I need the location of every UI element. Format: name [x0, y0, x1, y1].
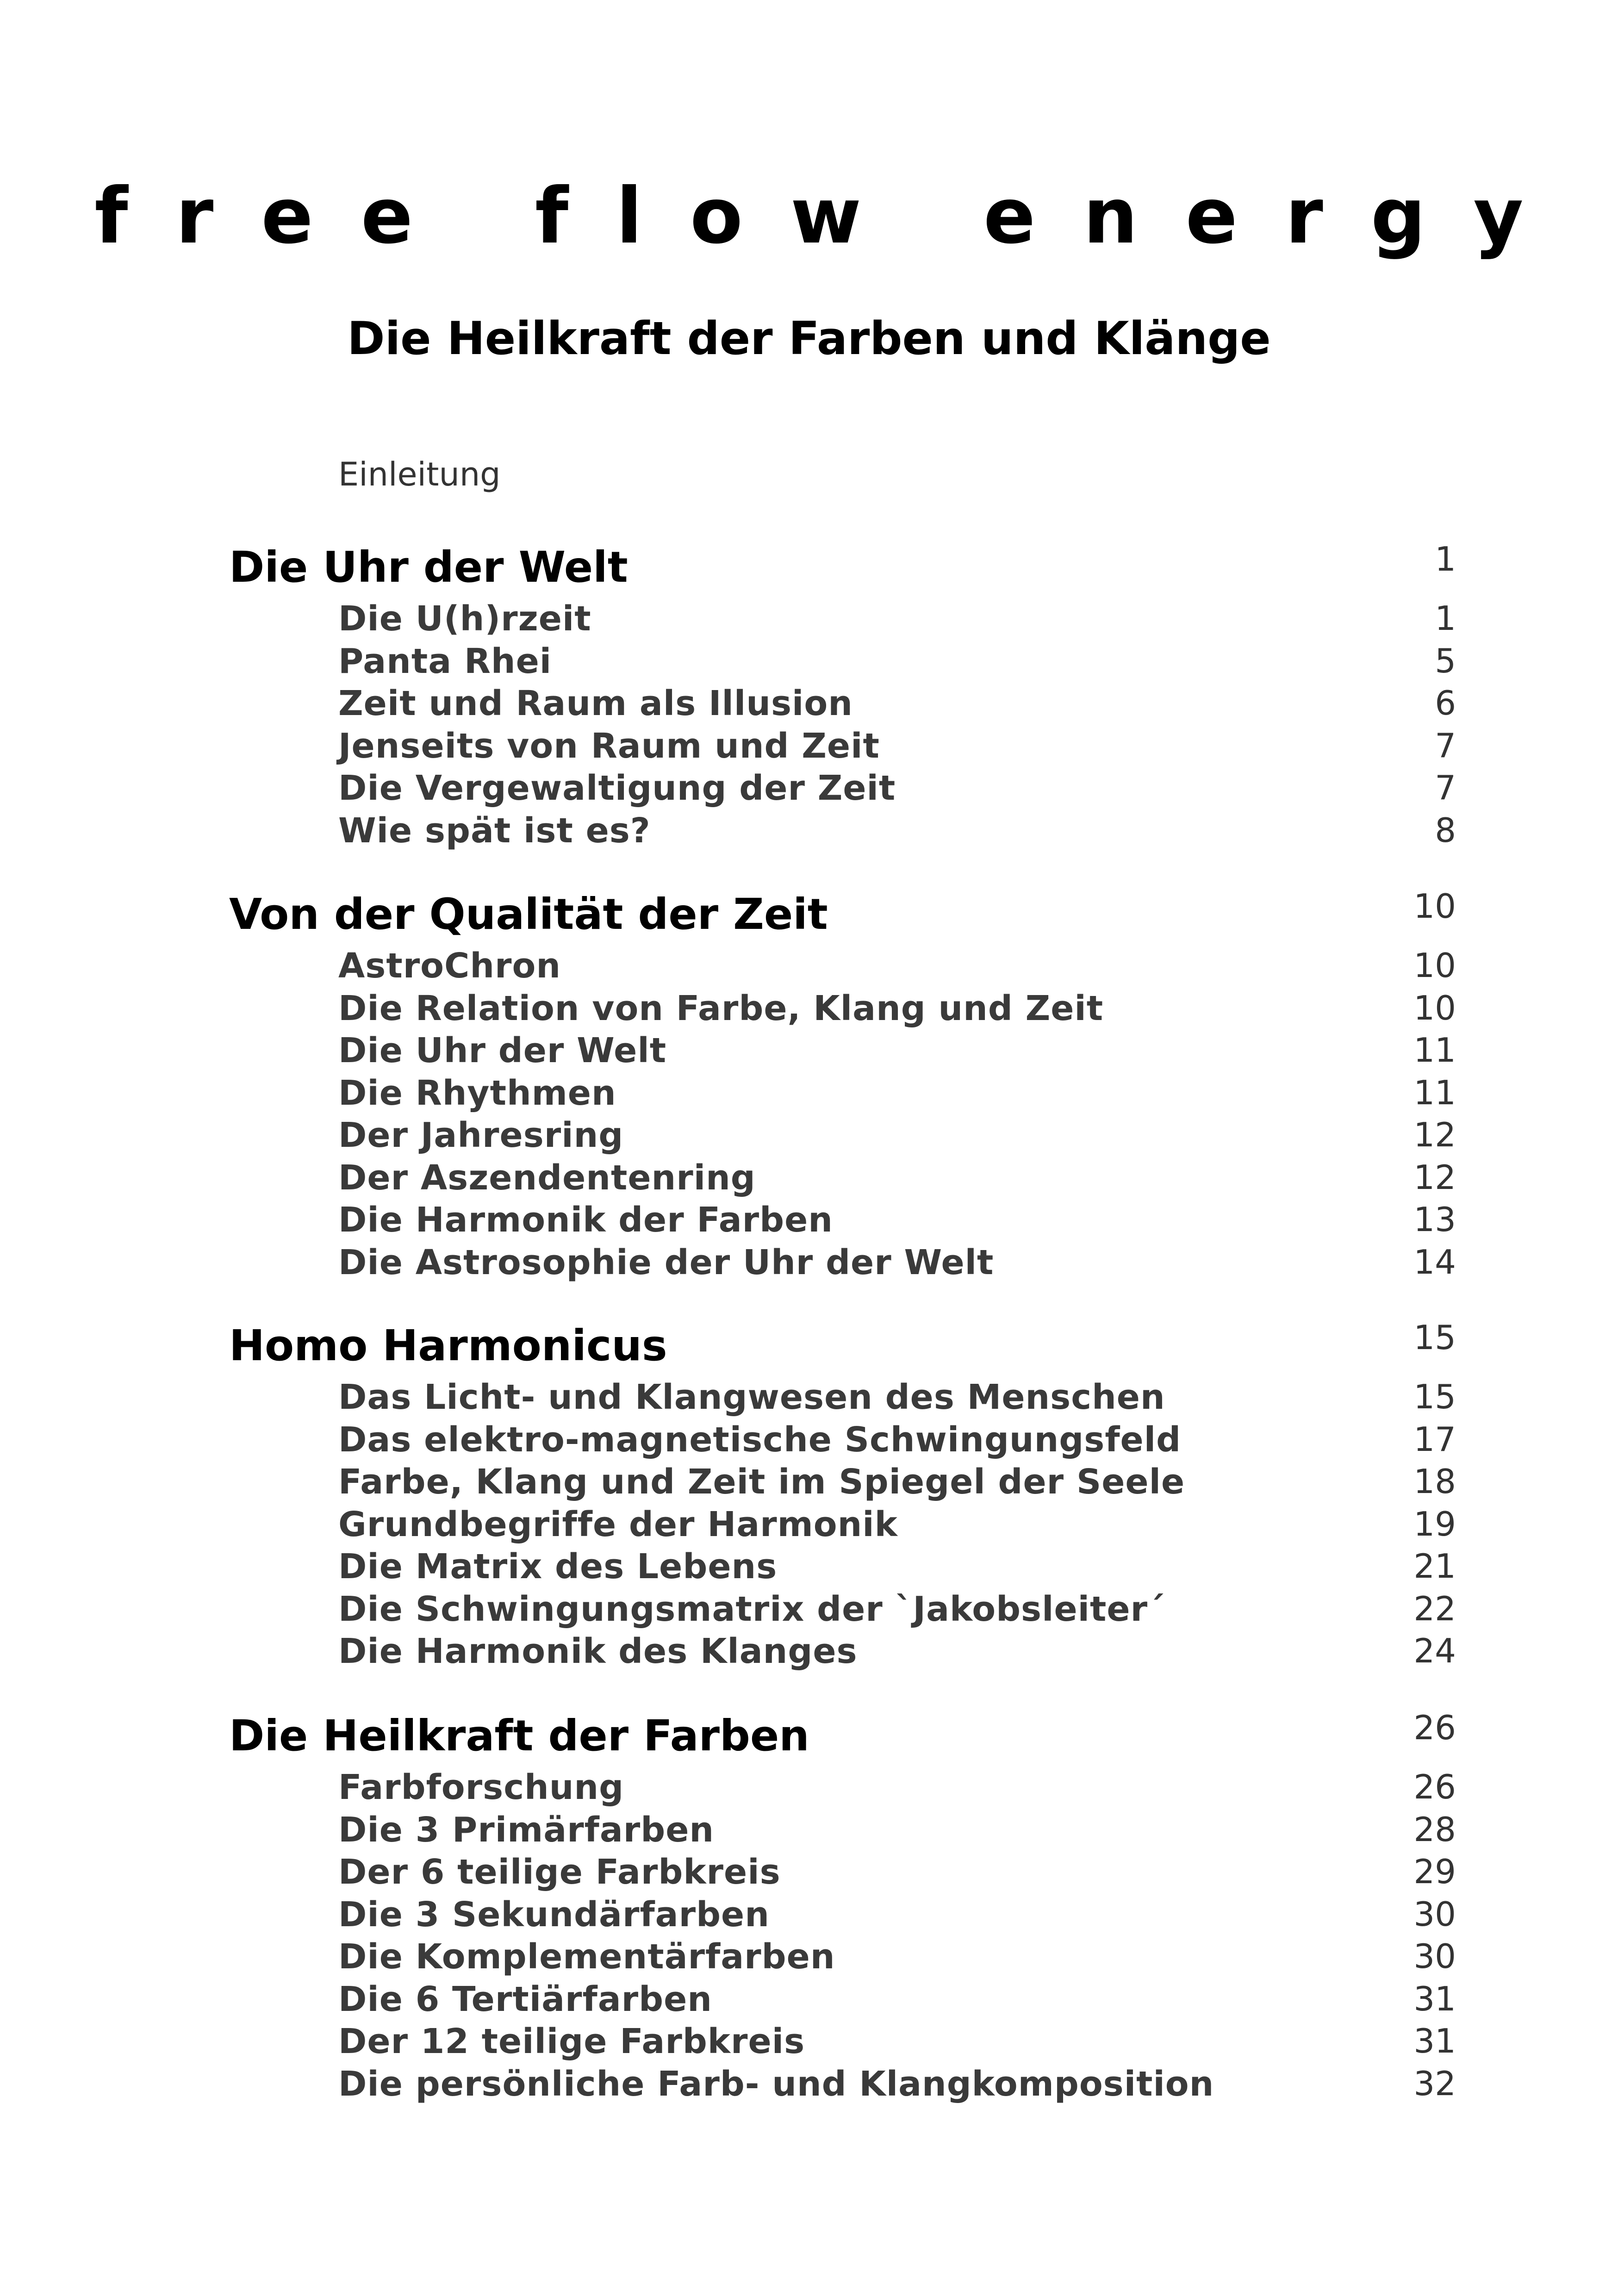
entry-label: Der 6 teilige Farbkreis: [338, 1852, 781, 1892]
section-title: Die Uhr der Welt: [229, 542, 628, 592]
entry-page-number: 22: [1413, 1589, 1456, 1628]
toc-entry: [0, 599, 1618, 644]
entry-label: AstroChron: [338, 946, 561, 986]
toc-entry: [0, 1937, 1618, 1982]
toc-entry: [0, 988, 1618, 1034]
entry-label: Die U(h)rzeit: [338, 599, 591, 639]
entry-page-number: 17: [1413, 1419, 1456, 1459]
toc-section-heading: [0, 1318, 1618, 1380]
section-page-number: 26: [1413, 1708, 1456, 1747]
toc-entry: [0, 1979, 1618, 2025]
entry-page-number: 15: [1413, 1377, 1456, 1416]
toc-entry: [0, 641, 1618, 687]
section-title: Die Heilkraft der Farben: [229, 1711, 809, 1761]
document-title: free flow energy: [94, 172, 1571, 261]
toc-entry: [0, 1462, 1618, 1507]
toc-entry: [0, 1419, 1618, 1465]
entry-label: Der Aszendentenring: [338, 1157, 756, 1198]
document-subtitle: Die Heilkraft der Farben und Klänge: [347, 312, 1271, 365]
toc-section-heading: [0, 540, 1618, 602]
toc-entry: [0, 1631, 1618, 1677]
entry-label: Die Vergewaltigung der Zeit: [338, 768, 896, 808]
entry-label: Die Matrix des Lebens: [338, 1547, 778, 1587]
entry-label: Grundbegriffe der Harmonik: [338, 1504, 898, 1544]
entry-label: Die 3 Sekundärfarben: [338, 1894, 770, 1935]
entry-label: Der Jahresring: [338, 1115, 624, 1155]
toc-entry: [0, 1589, 1618, 1635]
section-page-number: 15: [1413, 1318, 1456, 1357]
entry-label: Zeit und Raum als Illusion: [338, 684, 853, 723]
toc-entry: [0, 1157, 1618, 1203]
entry-label: Panta Rhei: [338, 641, 552, 681]
entry-page-number: 5: [1435, 641, 1456, 680]
toc-entry: [0, 946, 1618, 991]
toc-entry: [0, 726, 1618, 772]
entry-label: Jenseits von Raum und Zeit: [338, 726, 880, 766]
entry-label: Das elektro-magnetische Schwingungsfeld: [338, 1419, 1182, 1460]
entry-label: Die Rhythmen: [338, 1073, 616, 1113]
entry-page-number: 7: [1435, 726, 1456, 765]
entry-label: Die Komplementärfarben: [338, 1937, 835, 1977]
section-page-number: 10: [1413, 887, 1456, 926]
entry-page-number: 29: [1413, 1852, 1456, 1891]
entry-page-number: 10: [1413, 988, 1456, 1027]
toc-entry: [0, 768, 1618, 814]
entry-page-number: 11: [1413, 1031, 1456, 1070]
toc-entry: [0, 686, 1618, 729]
entry-page-number: 30: [1413, 1937, 1456, 1976]
entry-label: Der 12 teilige Farbkreis: [338, 2022, 805, 2061]
toc-intro-label: Einleitung: [338, 455, 501, 493]
entry-page-number: 28: [1413, 1810, 1456, 1849]
toc-section-3: [0, 1318, 1618, 1677]
entry-page-number: 32: [1413, 2064, 1456, 2103]
toc-section-4: [0, 1708, 1618, 2109]
entry-page-number: 31: [1413, 1979, 1456, 2018]
toc-entry: [0, 1115, 1618, 1161]
entry-page-number: 12: [1413, 1157, 1456, 1197]
toc-entry: [0, 2024, 1618, 2067]
entry-page-number: 8: [1435, 810, 1456, 850]
entry-label: Die Astrosophie der Uhr der Welt: [338, 1242, 994, 1282]
entry-page-number: 30: [1413, 1894, 1456, 1934]
section-page-number: 1: [1435, 540, 1456, 579]
toc-entry: [0, 1894, 1618, 1940]
entry-page-number: 26: [1413, 1767, 1456, 1806]
entry-page-number: 6: [1435, 684, 1456, 722]
entry-label: Die 6 Tertiärfarben: [338, 1979, 712, 2019]
toc-entry: [0, 1200, 1618, 1245]
entry-label: Die Harmonik des Klanges: [338, 1631, 858, 1671]
entry-label: Das Licht- und Klangwesen des Menschen: [338, 1377, 1165, 1417]
entry-label: Wie spät ist es?: [338, 810, 651, 851]
entry-page-number: 13: [1413, 1200, 1456, 1239]
entry-page-number: 12: [1413, 1115, 1456, 1154]
entry-label: Farbforschung: [338, 1767, 624, 1807]
toc-entry: [0, 1242, 1618, 1288]
toc-section-1: [0, 540, 1618, 856]
entry-page-number: 7: [1435, 768, 1456, 807]
entry-page-number: 21: [1413, 1547, 1456, 1586]
toc-section-2: [0, 887, 1618, 1288]
entry-label: Die Harmonik der Farben: [338, 1200, 833, 1240]
toc-entry: [0, 1852, 1618, 1898]
entry-page-number: 24: [1413, 1631, 1456, 1670]
toc-section-heading: [0, 887, 1618, 949]
entry-page-number: 31: [1413, 2022, 1456, 2060]
entry-label: Die persönliche Farb- und Klangkomposition: [338, 2064, 1214, 2104]
entry-page-number: 18: [1413, 1462, 1456, 1501]
toc-section-heading: [0, 1708, 1618, 1770]
entry-label: Die 3 Primärfarben: [338, 1810, 715, 1850]
toc-entry: [0, 2064, 1618, 2109]
toc-entry: [0, 1504, 1618, 1550]
toc-entry: [0, 1033, 1618, 1076]
entry-page-number: 11: [1413, 1073, 1456, 1112]
section-title: Homo Harmonicus: [229, 1321, 667, 1370]
section-title: Von der Qualität der Zeit: [229, 890, 828, 939]
entry-page-number: 14: [1413, 1242, 1456, 1282]
entry-label: Die Relation von Farbe, Klang und Zeit: [338, 988, 1104, 1028]
toc-entry: [0, 810, 1618, 856]
entry-page-number: 10: [1413, 946, 1456, 985]
toc-entry: [0, 1377, 1618, 1423]
toc-entry: [0, 1767, 1618, 1813]
entry-label: Farbe, Klang und Zeit im Spiegel der Seele: [338, 1462, 1185, 1502]
entry-page-number: 19: [1413, 1504, 1456, 1543]
entry-label: Die Schwingungsmatrix der `Jakobsleiter´: [338, 1589, 1166, 1629]
toc-entry: [0, 1810, 1618, 1855]
entry-label: Die Uhr der Welt: [338, 1031, 667, 1070]
toc-entry: [0, 1549, 1618, 1592]
toc-entry: [0, 1073, 1618, 1119]
entry-page-number: 1: [1435, 599, 1456, 638]
